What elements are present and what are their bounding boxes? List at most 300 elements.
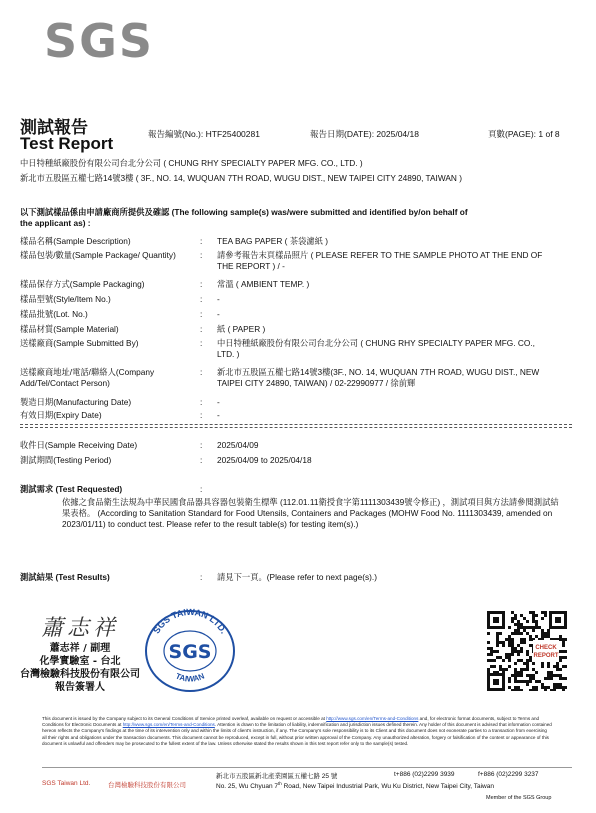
qr-module <box>526 680 529 683</box>
qr-module <box>553 683 556 686</box>
row-label-style: 樣品型號(Style/Item No.) <box>20 294 111 304</box>
row-value-packaging: 常溫 ( AMBIENT TEMP. ) <box>217 279 310 289</box>
row-label-company-contact: 送樣廠商地址/電話/聯絡人(Company Add/Tel/Contact Person) <box>20 367 155 388</box>
row-colon: : <box>200 455 203 465</box>
row-colon: : <box>200 367 203 377</box>
qr-module <box>529 626 532 629</box>
qr-module <box>526 620 529 623</box>
row-colon: : <box>200 397 203 407</box>
qr-module <box>514 614 517 617</box>
qr-module <box>532 626 535 629</box>
qr-module <box>508 626 511 629</box>
qr-module <box>496 650 499 653</box>
qr-module <box>547 662 550 665</box>
qr-module <box>493 665 496 668</box>
qr-module <box>490 659 493 662</box>
row-value-style: - <box>217 294 220 304</box>
client-address: 新北市五股區五權七路14號3樓 ( 3F., NO. 14, WUQUAN 7TH ROAD, WUGU DIST., NEW TAIPEI CITY 24890, TAIWAN ) <box>20 173 462 183</box>
qr-module <box>496 641 499 644</box>
qr-module <box>565 656 567 659</box>
qr-module <box>529 677 532 680</box>
qr-module <box>556 683 559 686</box>
qr-module <box>529 638 532 641</box>
qr-module <box>544 635 547 638</box>
test-results-colon: : <box>200 572 203 582</box>
qr-module <box>544 614 547 617</box>
qr-module <box>559 683 562 686</box>
qr-module <box>535 635 538 638</box>
row-value-submitted-by: 中日特種紙廠股份有限公司台北分公司 ( CHUNG RHY SPECIALTY PAPER MFG. CO., LTD. ) <box>217 338 535 359</box>
qr-module <box>544 689 547 691</box>
signer-name: 蕭志祥 / 副理 <box>49 643 111 654</box>
qr-module <box>517 629 520 632</box>
row-value-material: 紙 ( PAPER ) <box>217 324 266 334</box>
qr-module <box>538 626 541 629</box>
qr-module <box>556 668 559 671</box>
row-colon: : <box>200 410 203 420</box>
qr-module <box>502 644 505 647</box>
seal-center-text: SGS <box>168 641 212 663</box>
qr-module <box>523 680 526 683</box>
qr-module <box>520 680 523 683</box>
row-colon: : <box>200 324 203 334</box>
disclaimer-part-3: . Attention is drawn to the limitation of liability, indemnification and jurisdiction issues defined therein. Any holder of this document is advised that information contained hereon reflects the Company's findings at the time of its intervention only and within the limits of client's instruction, if any. The Company's sole responsibility is to its Client and this document does not exonerate parties to a transaction from exercising all their rights and obligations under the transaction documents. This document cannot be reproduced, except in full, without prior written approval of the Company. Any unauthorized alteration, forgery or falsification of the content or appearance of this document is unlawful and offenders may be prosecuted to the fullest extent of the law. Unless otherwise stated the results shown in this test report refer only to the sample(s) tested. <box>42 722 552 746</box>
qr-module <box>520 689 523 691</box>
qr-module <box>535 689 538 691</box>
qr-module <box>511 653 514 656</box>
qr-module <box>526 668 529 671</box>
svg-text:TAIWAN <box>174 671 206 683</box>
qr-module <box>526 659 529 662</box>
row-colon: : <box>200 440 203 450</box>
footer-address-en-b: Road, New Taipei Industrial Park, Wu Ku District, New Taipei City, Taiwan <box>281 783 494 791</box>
qr-module <box>499 632 502 635</box>
seal-bottom-text: TAIWAN <box>174 671 206 684</box>
qr-module <box>550 674 553 677</box>
row-value-expiry-date: - <box>217 410 220 420</box>
qr-module <box>496 644 499 647</box>
qr-module <box>517 659 520 662</box>
qr-module <box>553 689 556 691</box>
signature-block <box>20 611 140 694</box>
qr-module <box>565 665 567 668</box>
qr-module <box>490 650 493 653</box>
qr-module <box>520 650 523 653</box>
qr-module <box>526 632 529 635</box>
qr-module <box>511 611 514 614</box>
qr-module <box>487 641 490 644</box>
qr-module <box>487 647 490 650</box>
qr-module <box>508 641 511 644</box>
row-label-manufacturing-date: 製造日期(Manufacturing Date) <box>20 397 132 407</box>
qr-module <box>517 686 520 689</box>
qr-module <box>526 662 529 665</box>
qr-module <box>514 617 517 620</box>
client-name: 中日特種紙廠股份有限公司台北分公司 ( CHUNG RHY SPECIALTY PAPER MFG. CO., LTD. ) <box>20 158 363 168</box>
intro-statement <box>20 207 580 229</box>
qr-module <box>511 674 514 677</box>
handwritten-signature: 蕭志祥 <box>40 616 119 641</box>
intro-line-2: the applicant as) : <box>20 218 91 228</box>
row-label-submitted-by: 送樣廠商(Sample Submitted By) <box>20 338 139 348</box>
qr-module <box>562 686 565 689</box>
disclaimer-part-1: This document is issued by the Company subject to its General Conditions of Service printed overleaf, available on request or accessible at <box>42 716 325 721</box>
qr-module <box>523 662 526 665</box>
footer-address-en-sup: th <box>278 781 282 786</box>
row-value-testing-period: 2025/04/09 to 2025/04/18 <box>217 455 312 465</box>
qr-module <box>487 668 490 671</box>
qr-module <box>523 638 526 641</box>
test-requested-colon: : <box>200 484 203 494</box>
qr-module <box>520 638 523 641</box>
qr-module <box>514 674 517 677</box>
footer-telephone: t+886 (02)2299 3939 <box>394 771 455 778</box>
qr-module <box>556 686 559 689</box>
qr-module <box>499 641 502 644</box>
separator-line <box>20 424 572 428</box>
qr-module <box>535 671 538 674</box>
disclaimer-part-2: and, for electronic format documents, subject to Terms and Conditions for Electronic Documents at <box>42 716 540 728</box>
qr-module <box>520 632 523 635</box>
qr-module <box>496 635 499 638</box>
qr-module <box>517 626 520 629</box>
signer-department: 化學實驗室 - 台北 <box>39 656 121 667</box>
row-label-lot: 樣品批號(Lot. No.) <box>20 309 88 319</box>
row-colon: : <box>200 294 203 304</box>
qr-module <box>517 653 520 656</box>
qr-module <box>565 677 567 680</box>
qr-module <box>505 668 508 671</box>
qr-module <box>532 620 535 623</box>
qr-module <box>505 638 508 641</box>
qr-module <box>511 632 514 635</box>
qr-module <box>514 629 517 632</box>
qr-module <box>520 647 523 650</box>
qr-module <box>535 626 538 629</box>
row-label-receiving-date: 收件日(Sample Receiving Date) <box>20 440 138 450</box>
footer-divider <box>42 767 572 768</box>
qr-module <box>562 644 565 647</box>
qr-module <box>523 641 526 644</box>
report-number: 報告編號(No.): HTF25400281 <box>148 129 260 139</box>
qr-module <box>523 626 526 629</box>
qr-module <box>529 611 532 614</box>
qr-module <box>529 659 532 662</box>
qr-module <box>544 611 547 614</box>
qr-module <box>499 656 502 659</box>
qr-module <box>532 629 535 632</box>
qr-module <box>517 620 520 623</box>
company-seal <box>140 607 240 693</box>
qr-module <box>550 671 553 674</box>
qr-module <box>487 653 490 656</box>
qr-module <box>541 665 544 668</box>
qr-module <box>514 677 517 680</box>
qr-module <box>541 662 544 665</box>
qr-module <box>547 635 550 638</box>
signer-company: 台灣檢驗科技股份有限公司 <box>20 669 140 680</box>
qr-module <box>562 641 565 644</box>
row-label-material: 樣品材質(Sample Material) <box>20 324 119 334</box>
qr-module <box>502 641 505 644</box>
row-label-description: 樣品名稱(Sample Description) <box>20 236 131 246</box>
qr-module <box>535 620 538 623</box>
qr-module <box>562 689 565 691</box>
qr-module <box>520 674 523 677</box>
row-label-packaging: 樣品保存方式(Sample Packaging) <box>20 279 145 289</box>
qr-module <box>493 659 496 662</box>
qr-module <box>553 674 556 677</box>
qr-module <box>508 665 511 668</box>
qr-module <box>529 635 532 638</box>
qr-module <box>559 635 562 638</box>
qr-module <box>541 629 544 632</box>
qr-module <box>502 659 505 662</box>
qr-module <box>541 617 544 620</box>
qr-module <box>496 638 499 641</box>
footer-address-zh: 新北市五股區新北產業園區五權七路 25 號 <box>216 773 338 780</box>
qr-module <box>529 689 532 691</box>
report-title-en: Test Report <box>20 134 114 153</box>
qr-module <box>487 659 490 662</box>
qr-module <box>511 644 514 647</box>
row-colon: : <box>200 236 203 246</box>
qr-module <box>508 644 511 647</box>
qr-module <box>526 683 529 686</box>
qr-module <box>511 641 514 644</box>
qr-module <box>499 665 502 668</box>
sgs-logo: SGS <box>44 14 155 68</box>
qr-module <box>541 611 544 614</box>
qr-module <box>496 632 499 635</box>
qr-module <box>538 680 541 683</box>
qr-module <box>547 665 550 668</box>
qr-module <box>517 632 520 635</box>
qr-module <box>559 668 562 671</box>
qr-module <box>490 665 493 668</box>
qr-module <box>559 659 562 662</box>
qr-module <box>502 668 505 671</box>
qr-module <box>517 671 520 674</box>
qr-module <box>508 659 511 662</box>
row-value-manufacturing-date: - <box>217 397 220 407</box>
qr-module <box>535 614 538 617</box>
qr-module <box>520 626 523 629</box>
qr-module <box>535 686 538 689</box>
qr-module <box>535 623 538 626</box>
qr-module <box>508 677 511 680</box>
qr-module <box>526 674 529 677</box>
qr-module <box>544 632 547 635</box>
qr-module <box>553 665 556 668</box>
qr-module <box>532 611 535 614</box>
qr-module <box>520 623 523 626</box>
qr-module <box>499 668 502 671</box>
qr-module <box>532 614 535 617</box>
qr-module <box>556 674 559 677</box>
qr-module <box>529 644 532 647</box>
qr-module <box>532 689 535 691</box>
report-date: 報告日期(DATE): 2025/04/18 <box>310 129 419 139</box>
qr-module <box>508 635 511 638</box>
qr-module <box>532 674 535 677</box>
intro-line-1: 以下測試樣品係由申請廠商所提供及確認 (The following sample(s) was/were submitted and identified by/on behalf of <box>20 207 468 217</box>
qr-module <box>544 686 547 689</box>
qr-module <box>544 677 547 680</box>
qr-module <box>550 677 553 680</box>
qr-module <box>532 668 535 671</box>
qr-module <box>532 686 535 689</box>
qr-module <box>511 647 514 650</box>
qr-module <box>559 638 562 641</box>
qr-module <box>508 653 511 656</box>
test-results-text: 請見下一頁。(Please refer to next page(s).) <box>217 572 377 582</box>
footer-fax: f+886 (02)2299 3237 <box>478 771 539 778</box>
qr-module <box>523 668 526 671</box>
qr-module <box>508 680 511 683</box>
qr-module <box>532 677 535 680</box>
row-value-receiving-date: 2025/04/09 <box>217 440 259 450</box>
qr-module <box>523 617 526 620</box>
qr-module <box>547 632 550 635</box>
qr-module <box>526 665 529 668</box>
qr-module <box>553 686 556 689</box>
terms-link-1[interactable]: http://www.sgs.com/en/Terms-and-Conditions <box>326 716 419 721</box>
test-results-label: 測試結果 (Test Results) <box>20 572 110 582</box>
footer-member-note: Member of the SGS Group <box>486 795 552 801</box>
qr-module <box>517 689 520 691</box>
qr-module <box>517 623 520 626</box>
row-label-package: 樣品包裝/數量(Sample Package/ Quantity) <box>20 250 176 260</box>
qr-module <box>547 671 550 674</box>
qr-module <box>493 650 496 653</box>
test-requested-label: 測試需求 (Test Requested) <box>20 484 123 494</box>
qr-module <box>517 674 520 677</box>
qr-module <box>559 650 562 653</box>
qr-module <box>547 677 550 680</box>
seal-top-text: SGS TAIWAN LTD. <box>151 607 229 636</box>
qr-module <box>541 683 544 686</box>
qr-module <box>514 686 517 689</box>
qr-module <box>514 623 517 626</box>
qr-module <box>514 650 517 653</box>
qr-module <box>559 674 562 677</box>
legal-disclaimer <box>42 716 552 747</box>
qr-module <box>541 632 544 635</box>
row-value-description: TEA BAG PAPER ( 茶袋濾紙 ) <box>217 236 328 246</box>
page-number: 頁數(PAGE): 1 of 8 <box>488 129 560 139</box>
qr-module <box>562 650 565 653</box>
qr-module <box>511 620 514 623</box>
qr-code[interactable] <box>487 611 567 691</box>
qr-module <box>517 680 520 683</box>
qr-module <box>547 629 550 632</box>
qr-check-text: CHECK <box>535 645 557 651</box>
qr-module <box>526 650 529 653</box>
qr-module <box>529 674 532 677</box>
qr-module <box>556 665 559 668</box>
qr-module <box>490 653 493 656</box>
report-title-zh: 測試報告 <box>20 118 88 138</box>
qr-module <box>514 632 517 635</box>
row-label-testing-period: 測試期間(Testing Period) <box>20 455 112 465</box>
qr-module <box>514 662 517 665</box>
row-colon: : <box>200 279 203 289</box>
qr-module <box>532 662 535 665</box>
qr-module <box>496 656 499 659</box>
qr-module <box>559 656 562 659</box>
test-requested-text: 依據之食品衛生法規為中華民國食品器具容器包裝衛生標準 (112.01.11衛授食字第1111303439號令修正) ，測試項目與方法請參閱測試結果表格。 (According to Sanitation Standard for Food Utensils, Containers and Packages (MOHW Food No. 1111303439, amended on 2023/01/11) to conduct test. Please refer to the result table(s) for testing item(s).) <box>62 497 559 529</box>
qr-module <box>520 668 523 671</box>
footer-company-en: SGS Taiwan Ltd. <box>42 780 91 787</box>
qr-module <box>550 689 553 691</box>
footer-address-en <box>216 781 494 790</box>
row-colon: : <box>200 250 203 260</box>
qr-module <box>514 689 517 691</box>
qr-module <box>508 638 511 641</box>
qr-module <box>559 686 562 689</box>
footer-company-zh: 台灣檢驗科技股份有限公司 <box>108 781 186 789</box>
qr-module <box>565 686 567 689</box>
qr-module <box>532 617 535 620</box>
row-colon: : <box>200 309 203 319</box>
qr-module <box>490 647 493 650</box>
qr-module <box>487 632 490 635</box>
qr-module <box>541 635 544 638</box>
qr-module <box>520 671 523 674</box>
qr-module <box>511 650 514 653</box>
qr-module <box>526 626 529 629</box>
row-label-expiry-date: 有效日期(Expiry Date) <box>20 410 102 420</box>
qr-module <box>511 638 514 641</box>
row-value-package: 請參考報告末頁樣品照片 ( PLEASE REFER TO THE SAMPLE PHOTO AT THE END OF THE REPORT ) / - <box>217 250 543 271</box>
row-value-lot: - <box>217 309 220 319</box>
row-value-company-contact: 新北市五股區五權七路14號3樓(3F., NO. 14, WUQUAN 7TH ROAD, WUGU DIST., NEW TAIPEI CITY 24890, TAIWAN) / 02-22990977 / 徐前輝 <box>217 367 540 388</box>
qr-module <box>562 656 565 659</box>
qr-module <box>520 659 523 662</box>
qr-module <box>508 656 511 659</box>
qr-module <box>508 686 511 689</box>
qr-module <box>514 680 517 683</box>
qr-report-text: REPORT <box>533 653 559 659</box>
qr-module <box>529 680 532 683</box>
qr-module <box>520 614 523 617</box>
qr-module <box>562 638 565 641</box>
terms-link-2[interactable]: http://www.sgs.com/en/Terms-and-Conditions <box>122 722 215 728</box>
qr-module <box>529 656 532 659</box>
qr-module <box>556 662 559 665</box>
qr-module <box>562 677 565 680</box>
qr-module <box>562 665 565 668</box>
signer-role: 報告簽署人 <box>55 682 105 693</box>
qr-module <box>505 653 508 656</box>
qr-module <box>559 677 562 680</box>
qr-module <box>523 629 526 632</box>
qr-module <box>514 668 517 671</box>
qr-module <box>535 680 538 683</box>
qr-module <box>541 686 544 689</box>
qr-module <box>511 617 514 620</box>
qr-module <box>547 674 550 677</box>
row-colon: : <box>200 338 203 348</box>
qr-module <box>526 653 529 656</box>
qr-module <box>511 689 514 691</box>
qr-module <box>505 656 508 659</box>
footer-address-en-a: No. 25, Wu Chyuan 7 <box>216 783 279 791</box>
qr-module <box>520 641 523 644</box>
qr-module <box>517 644 520 647</box>
qr-module <box>517 650 520 653</box>
